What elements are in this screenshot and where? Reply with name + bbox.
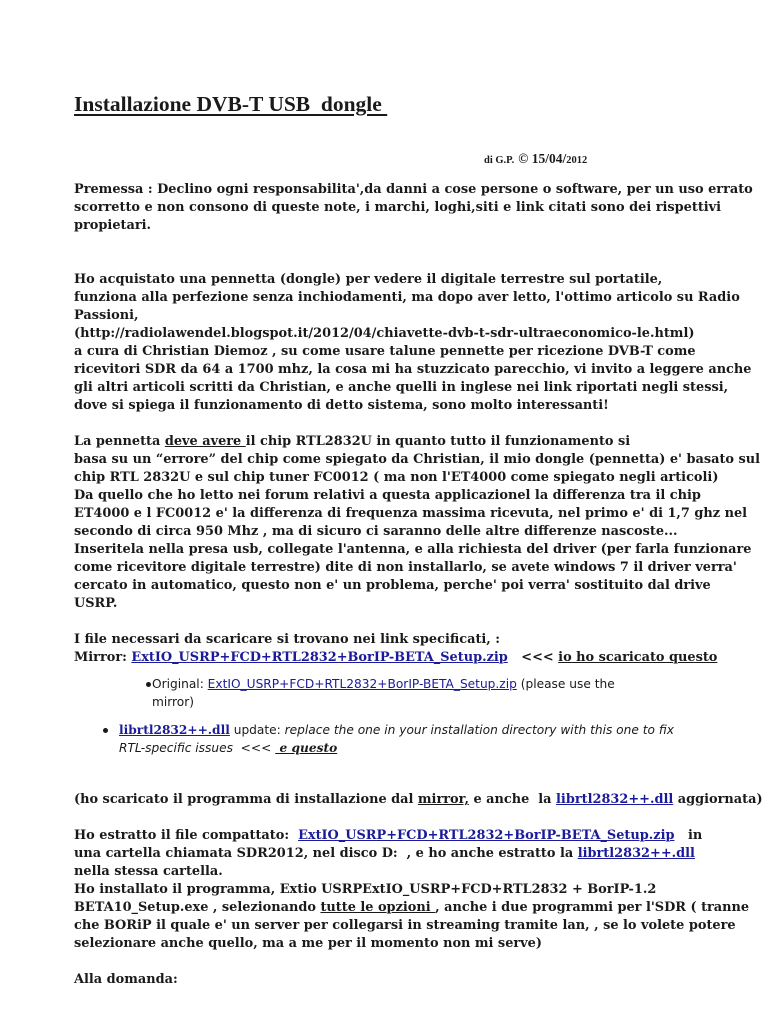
list-item: [74, 721, 734, 757]
text-span: il chip RTL2832U in quanto tutto il funzionamento si: [245, 434, 631, 449]
text-span: La pennetta: [74, 434, 165, 449]
dll-link[interactable]: librtl2832++.dll: [577, 846, 695, 861]
extract-paragraph: [74, 827, 750, 953]
text-span: replace the one in your installation directory with this one to fix: [284, 723, 674, 737]
text-line: Alla domanda:: [74, 972, 178, 987]
text-span: e questo: [275, 741, 338, 755]
text-span: RTL-specific issues: [119, 741, 233, 755]
setup-zip-link[interactable]: ExtIO_USRP+FCD+RTL2832+BorIP-BETA_Setup.zip: [298, 828, 675, 843]
text-line: [74, 433, 734, 451]
text-line: [74, 649, 734, 667]
text-line: ricevitori SDR da 64 a 1700 mhz, la cosa mi ha stuzzicato parecchio, vi invito a leggere anche: [74, 362, 752, 377]
list-item: [74, 675, 734, 711]
text-line: Premessa : Declino ogni responsabilita',da danni a cose persone o software, per un uso errato: [74, 182, 753, 197]
bullet-icon: [103, 728, 108, 733]
disclaimer-paragraph: [74, 181, 753, 235]
underlined-text: mirror,: [417, 792, 469, 807]
intro-paragraph: [74, 271, 752, 415]
download-list: [74, 675, 734, 757]
mirror-download-link[interactable]: ExtIO_USRP+FCD+RTL2832+BorIP-BETA_Setup.zip: [131, 650, 508, 665]
dll-link[interactable]: librtl2832++.dll: [556, 792, 674, 807]
text-span: <<<: [232, 741, 276, 755]
text-span: (ho scaricato il programma di installazione dal: [74, 792, 418, 807]
text-line: a cura di Christian Diemoz , su come usare talune pennette per ricezione DVB-T come: [74, 344, 696, 359]
text-line: [74, 827, 734, 845]
text-span: (please use the: [516, 677, 615, 691]
text-span: BETA10_Setup.exe , selezionando: [74, 900, 321, 915]
bullet-icon: [146, 682, 151, 687]
text-line: come ricevitore digitale terrestre) dite di non installarlo, se avete windows 7 il driver verra': [74, 560, 737, 575]
text-line: [74, 899, 750, 917]
text-line: I file necessari da scaricare si trovano nei link specificati, :: [74, 632, 501, 647]
text-line: Da quello che ho letto nei forum relativi a questa applicazionel la differenza tra il chip: [74, 488, 701, 503]
author-byline: [484, 150, 587, 168]
original-download-link[interactable]: ExtIO_USRP+FCD+RTL2832+BorIP-BETA_Setup.zip: [207, 677, 517, 691]
text-span: e anche la: [468, 792, 557, 807]
text-span: mirror): [152, 695, 195, 709]
document-body: [74, 181, 763, 989]
text-line: propietari.: [74, 218, 151, 233]
text-line: basa su un “errore” del chip come spiegato da Christian, il mio dongle (pennetta) e' basato sul: [74, 452, 761, 467]
byline-year: 2012: [566, 155, 588, 166]
files-paragraph: [74, 631, 734, 667]
text-span: in: [674, 828, 703, 843]
underlined-text: deve avere: [164, 434, 246, 449]
text-line: scorretto e non consono di queste note, i marchi, loghi,siti e link citati sono dei rispettivi: [74, 200, 722, 215]
text-span: Ho estratto il file compattato:: [74, 828, 299, 843]
text-span: , anche i due programmi per l'SDR ( tranne: [435, 900, 750, 915]
dll-download-link[interactable]: librtl2832++.dll: [119, 723, 230, 737]
text-span: Original:: [152, 677, 208, 691]
text-line: dove si spiega il funzionamento di detto sistema, sono molto interessanti!: [74, 398, 609, 413]
text-span: aggiornata): [673, 792, 763, 807]
text-span: <<<: [507, 650, 559, 665]
text-line: che BORiP il quale e' un server per collegarsi in streaming tramite lan, , se lo volete potere: [74, 918, 736, 933]
text-line: Ho acquistato una pennetta (dongle) per vedere il digitale terrestre sul portatile,: [74, 272, 663, 287]
text-line: [74, 845, 734, 863]
chip-paragraph: [74, 433, 761, 613]
text-line: selezionare anche quello, ma a me per il momento non mi serve): [74, 936, 542, 951]
text-line: chip RTL 2832U e sul chip tuner FC0012 ( ma non l'ET4000 come spiegato negli articoli): [74, 470, 719, 485]
text-span: update:: [229, 723, 285, 737]
text-line: Passioni,: [74, 308, 139, 323]
text-line: Inseritela nella presa usb, collegate l'antenna, e alla richiesta del driver (per farla funzionare: [74, 542, 752, 557]
byline-date: © 15/04/: [518, 151, 567, 166]
text-line: USRP.: [74, 596, 118, 611]
text-line: funziona alla perfezione senza inchiodamenti, ma dopo aver letto, l'ottimo articolo su Radio: [74, 290, 740, 305]
underlined-text: io ho scaricato questo: [558, 650, 718, 665]
text-span: una cartella chiamata SDR2012, nel disco D: , e ho anche estratto la: [74, 846, 578, 861]
document-title: Installazione DVB-T USB dongle: [74, 92, 388, 116]
text-line: gli altri articoli scritti da Christian, e anche quelli in inglese nei link riportati negli stessi,: [74, 380, 729, 395]
text-line: Ho installato il programma, Extio USRPExtIO_USRP+FCD+RTL2832 + BorIP-1.2: [74, 882, 657, 897]
text-line: ET4000 e l FC0012 e' la differenza di frequenza massima ricevuta, nel primo e' di 1,7 ghz nel: [74, 506, 748, 521]
text-line: cercato in automatico, questo non e' un problema, perche' poi verra' sostituito dal drive: [74, 578, 711, 593]
byline-author: di G.P.: [484, 155, 515, 166]
text-line: (http://radiolawendel.blogspot.it/2012/04/chiavette-dvb-t-sdr-ultraeconomico-le.html): [74, 326, 695, 341]
text-line: secondo di circa 950 Mhz , ma di sicuro ci saranno delle altre differenze nascoste...: [74, 524, 678, 539]
underlined-text: tutte le opzioni: [320, 900, 436, 915]
text-line: [74, 791, 763, 809]
text-span: Mirror:: [74, 650, 132, 665]
text-line: nella stessa cartella.: [74, 864, 223, 879]
